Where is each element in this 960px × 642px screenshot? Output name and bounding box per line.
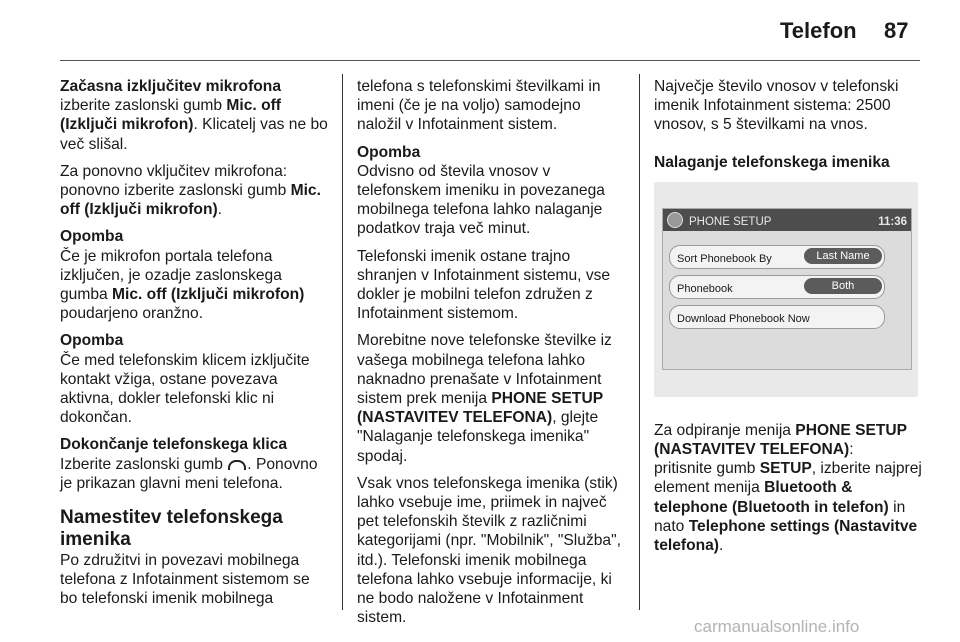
menu-row-label: Download Phonebook Now [677,312,810,325]
note-title: Opomba [60,228,124,246]
menu-row-download-phonebook [669,305,885,329]
brand-logo-icon [667,212,683,228]
phone-setup-screenshot [654,182,918,397]
heading-mic-mute: Začasna izključitev mikrofona [60,78,281,95]
ui-term: PHONE SETUP (NASTAVITEV TELEFONA) [357,390,603,427]
note-block [60,227,330,323]
heading-phonebook-download: Nalaganje telefonskega imenika [654,153,890,171]
text: Če je mikrofon portala telefona izključen, je ozadje zaslonskega gumba [60,247,282,304]
heading-end-call: Dokončanje telefonskega klica [60,436,288,454]
text: Telefonski imenik ostane trajno shranjen v Infotainment sistemu, vse dokler je mobilni telefon združen z Infotainment sistemom. [357,247,611,323]
screen-title: PHONE SETUP [689,215,772,228]
text: Po združitvi in povezavi mobilnega telefona z Infotainment sistemom se bo telefonski imenik mobilnega [60,552,310,608]
column-1 [60,77,330,617]
menu-row-sort-phonebook [669,245,885,269]
ui-term: Mic. off (Izključi mikrofon) [112,286,305,304]
menu-row-phonebook [669,275,885,299]
note-title: Opomba [60,332,124,350]
text: izberite zaslonski gumb [60,97,227,115]
display-screen [662,208,912,370]
menu-row-label: Sort Phonebook By [677,252,772,265]
text: Največje število vnosov v telefonski imenik Infotainment sistema: 2500 vnosov, s 5 številkami na vnos. [654,78,899,134]
ui-term: PHONE SETUP (NASTAVITEV TELEFONA) [654,421,907,459]
text: poudarjeno oranžno. [60,305,204,323]
column-divider-1 [342,74,343,610]
menu-row-value: Both [804,278,882,294]
ui-term: Telephone settings (Nastavitve telefona) [654,517,918,555]
ui-term: Mic. off (Izključi mikrofon) [60,97,281,134]
ui-term: SETUP [759,460,812,478]
clock: 11:36 [878,215,907,228]
screen-title-bar [663,209,911,231]
text: Odvisno od števila vnosov v telefonskem imeniku in povezanega mobilnega telefona lahko nalaganje podatkov traja več minut. [357,162,605,238]
text: Izberite zaslonski gumb [60,455,228,473]
text: Za odpiranje menija [654,421,796,439]
text: , izberite najprej element menija [654,460,922,497]
text: Za ponovno vključitev mikrofona: ponovno izberite zaslonski gumb [60,162,291,200]
ui-term: Mic. off (Izključi mikrofon) [60,182,321,219]
text: . [217,201,223,219]
text: Morebitne nove telefonske številke iz vašega mobilnega telefona lahko naknadno prenašate v Infotainment sistem prek menija [357,332,612,408]
column-2 [357,77,627,635]
text: Vsak vnos telefonskega imenika (stik) lahko vsebuje ime, priimek in največ pet telefonskih številk z različnimi kategorijami (npr. "Mobilnik", "Služba", itd.). Telefonski imenik mobilnega telefona lahko vsebuje informacije, ki ne bodo naložene v Infotainment sistem. [357,474,621,627]
text: Če med telefonskim klicem izključite kontakt vžiga, ostane povezava aktivna, dokler telefonski klic ni dokončan. [60,351,310,427]
text: . Ponovno je prikazan glavni meni telefona. [60,455,318,492]
ui-term: Bluetooth & telephone (Bluetooth in telefon) [654,479,889,516]
text: telefona s telefonskimi številkami in imeni (če je na voljo) samodejno naložil v Infotainment sistem. [357,78,601,134]
text: in nato [654,498,906,535]
text: . Klicatelj vas ne bo več slišal. [60,116,328,153]
text: , glejte "Nalaganje telefonskega imenika" spodaj. [357,409,599,465]
menu-row-label: Phonebook [677,282,733,295]
text: . [718,537,724,555]
header-rule [60,60,920,61]
page-number: 87 [884,18,909,43]
menu-row-value: Last Name [804,248,882,264]
column-3 [654,77,922,563]
column-divider-2 [639,74,640,610]
note-block [357,143,627,239]
note-block [60,331,330,427]
text: pritisnite gumb [654,460,760,478]
page-header-title: Telefon [780,18,857,43]
hang-up-phone-icon [228,460,246,470]
section-heading: Namestitev telefonskega imenika [60,507,283,551]
watermark: carmanualsonline.info [694,617,860,636]
note-title: Opomba [357,143,421,161]
text: : [849,441,854,459]
